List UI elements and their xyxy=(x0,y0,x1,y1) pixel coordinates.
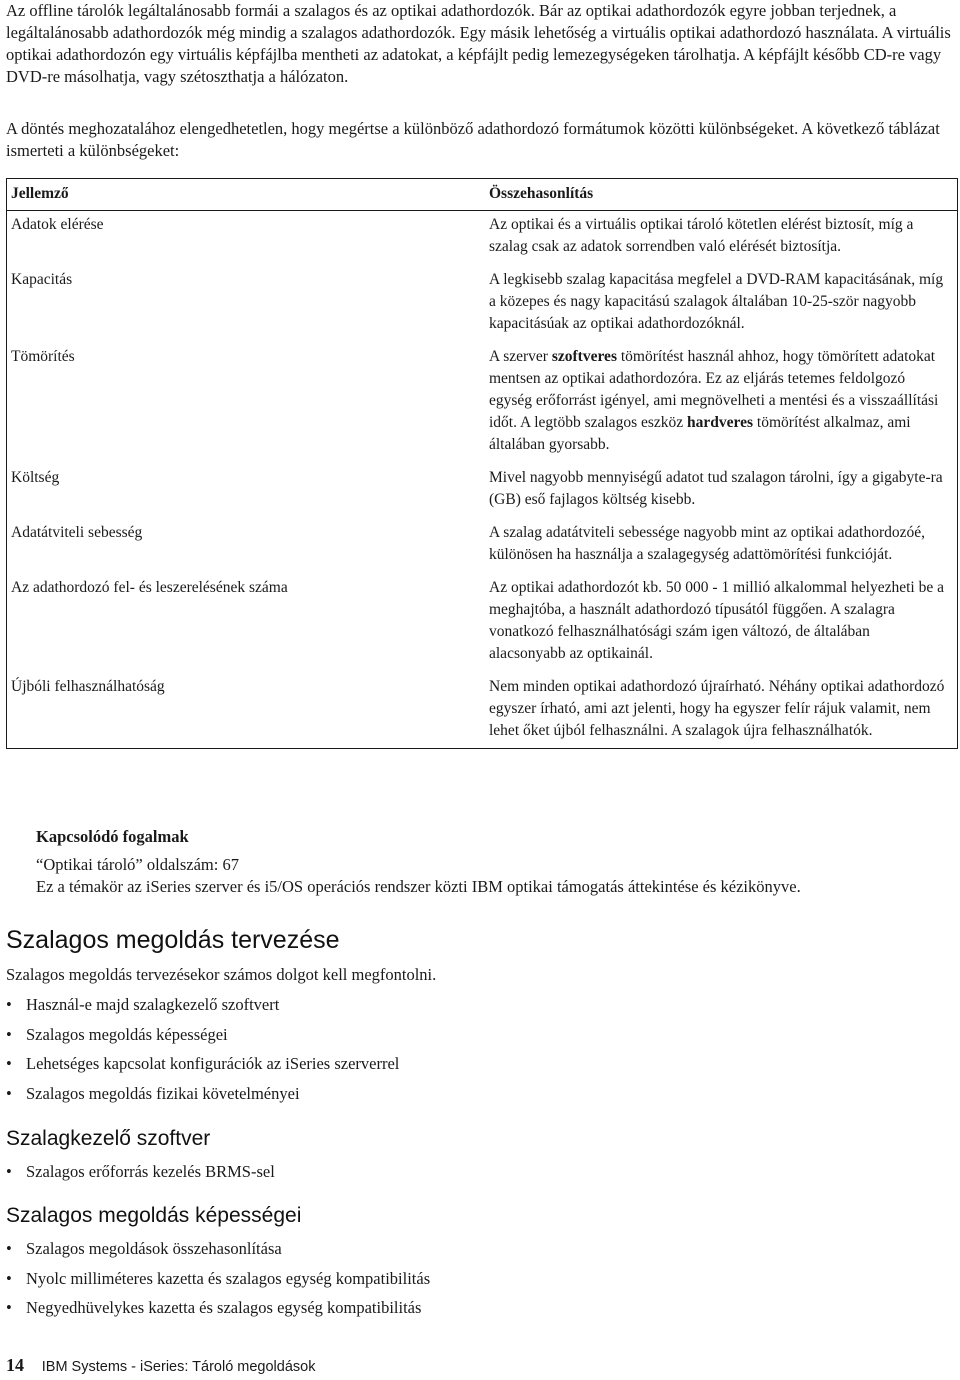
feature-cell: Adatok elérése xyxy=(7,211,486,265)
comparison-cell: A szalag adatátviteli sebessége nagyobb mint az optikai adathordozóé, különösen ha használja a szalagegység adattömörítési funkcióját. xyxy=(485,517,958,572)
section-title-tape-capabilities: Szalagos megoldás képességei xyxy=(6,1204,302,1227)
emphasis-hardware: hardveres xyxy=(687,414,754,431)
table-row xyxy=(7,671,958,749)
list-item xyxy=(6,1238,430,1268)
table-header-row xyxy=(7,179,958,211)
related-description: Ez a témakör az iSeries szerver és i5/OS operációs rendszer közti IBM optikai támogatás áttekintése és kézikönyve. xyxy=(36,877,801,896)
table-row xyxy=(7,264,958,341)
section-title-tape-software: Szalagkezelő szoftver xyxy=(6,1127,211,1150)
feature-cell: Újbóli felhasználhatóság xyxy=(7,671,486,749)
comparison-cell: Nem minden optikai adathordozó újraírható. Néhány optikai adathordozó egyszer írható, ami azt jelenti, hogy ha egyszer felír rájuk valamit, nem lehet őket újból felhasználni. A szalagok újra felhasználhatók. xyxy=(485,671,958,749)
table-row xyxy=(7,211,958,265)
link-tape-capabilities[interactable]: Szalagos megoldás képességei xyxy=(26,1024,228,1044)
related-title: Kapcsolódó fogalmak xyxy=(36,827,189,846)
feature-cell: Költség xyxy=(7,462,486,517)
table-row xyxy=(7,341,958,462)
comparison-cell: Mivel nagyobb mennyiségű adatot tud szalagon tárolni, így a gigabyte-ra (GB) eső fajlagos költség kisebb. xyxy=(485,462,958,517)
footer-title: IBM Systems - iSeries: Tároló megoldások xyxy=(41,1359,316,1375)
list-item xyxy=(6,994,399,1024)
section-intro: Szalagos megoldás tervezésekor számos dolgot kell megfontolni. xyxy=(6,965,437,984)
comparison-cell: A szerver szoftveres tömörítést használ ahhoz, hogy tömörített adatokat mentsen az optikai adathordozóra. Ez az eljárás tetemes feldolgozó egység erőforrást igényel, ami megnövelheti a mentési és a visszaállítási időt. A legtöbb szalagos eszköz hardveres tömörítést alkalmaz, ami általában gyorsabb. xyxy=(485,341,958,462)
page-number: 14 xyxy=(6,1355,24,1375)
related-link-optical-storage[interactable]: “Optikai tároló” oldalszám: 67 xyxy=(36,855,239,874)
bullet-icon: • xyxy=(6,1024,12,1044)
link-8mm-compatibility[interactable]: Nyolc milliméteres kazetta és szalagos egység kompatibilitás xyxy=(26,1268,431,1288)
link-tape-management-software[interactable]: Használ-e majd szalagkezelő szoftvert xyxy=(26,995,280,1014)
link-brms[interactable]: Szalagos erőforrás kezelés BRMS-sel xyxy=(26,1162,275,1181)
tape-planning-list xyxy=(6,994,399,1112)
table-row xyxy=(7,572,958,671)
comparison-table xyxy=(6,178,958,749)
bullet-icon: • xyxy=(6,995,12,1014)
bullet-icon: • xyxy=(6,1054,12,1073)
table-row xyxy=(7,462,958,517)
bullet-icon: • xyxy=(6,1298,12,1317)
related-concepts xyxy=(36,826,956,898)
comparison-cell: Az optikai és a virtuális optikai tároló kötetlen elérést biztosít, míg a szalag csak az adatok sorrendben való elérését biztosítja. xyxy=(485,211,958,265)
list-item xyxy=(6,1053,399,1083)
bullet-icon: • xyxy=(6,1083,12,1103)
tape-software-list xyxy=(6,1161,275,1191)
tape-capabilities-list xyxy=(6,1238,430,1327)
comparison-cell: A legkisebb szalag kapacitása megfelel a DVD-RAM kapacitásának, míg a közepes és nagy kapacitású szalagok általában 10-25-ször nagyobb kapacitásúak az optikai adathordozóknál. xyxy=(485,264,958,341)
link-connection-configurations[interactable]: Lehetséges kapcsolat konfigurációk az iSeries szerverrel xyxy=(26,1054,400,1073)
section-title-tape-planning: Szalagos megoldás tervezése xyxy=(6,926,340,954)
feature-cell: Az adathordozó fel- és leszerelésének száma xyxy=(7,572,486,671)
feature-cell: Adatátviteli sebesség xyxy=(7,517,486,572)
page-footer xyxy=(6,1355,315,1376)
feature-cell: Kapacitás xyxy=(7,264,486,341)
list-item xyxy=(6,1083,399,1113)
link-compare-tape-solutions[interactable]: Szalagos megoldások összehasonlítása xyxy=(26,1239,282,1258)
bullet-icon: • xyxy=(6,1268,12,1288)
bullet-icon: • xyxy=(6,1239,12,1258)
comparison-cell: Az optikai adathordozót kb. 50 000 - 1 millió alkalommal helyezheti be a meghajtóba, a használt adathordozó típusától függően. A szalagra vonatkozó felhasználhatósági szám igen változó, de általában alacsonyabb az optikainál. xyxy=(485,572,958,671)
list-item xyxy=(6,1161,275,1191)
intro-paragraph: Az offline tárolók legáltalánosabb formái a szalagos és az optikai adathordozók. Bár az optikai adathordozók egyre jobban terjednek, a legáltalánosabb adathordozók még mindig a szalagos adathordozók. Egy másik lehetőség a virtuális optikai adathordozó használata. A virtuális optikai adathordozón egy virtuális képfájlba mentheti az adatokat, a képfájlt pedig lemezegységeken tárolhatja. A képfájlt később CD-re vagy DVD-re másolhatja, vagy szétoszthatja a hálózaton. xyxy=(6,1,951,86)
link-quarter-inch-compatibility[interactable]: Negyedhüvelykes kazetta és szalagos egység kompatibilitás xyxy=(26,1298,422,1317)
decision-paragraph: A döntés meghozatalához elengedhetetlen, hogy megértse a különböző adathordozó formátumok közötti különbségeket. A következő táblázat ismerteti a különbségeket: xyxy=(6,119,940,160)
header-feature: Jellemző xyxy=(7,179,486,211)
list-item xyxy=(6,1024,399,1054)
table-row xyxy=(7,517,958,572)
header-comparison: Összehasonlítás xyxy=(485,179,958,211)
bullet-icon: • xyxy=(6,1162,12,1181)
list-item xyxy=(6,1268,430,1298)
feature-cell: Tömörítés xyxy=(7,341,486,462)
emphasis-software: szoftveres xyxy=(551,348,617,365)
list-item xyxy=(6,1297,430,1327)
link-physical-requirements[interactable]: Szalagos megoldás fizikai követelményei xyxy=(26,1083,300,1103)
